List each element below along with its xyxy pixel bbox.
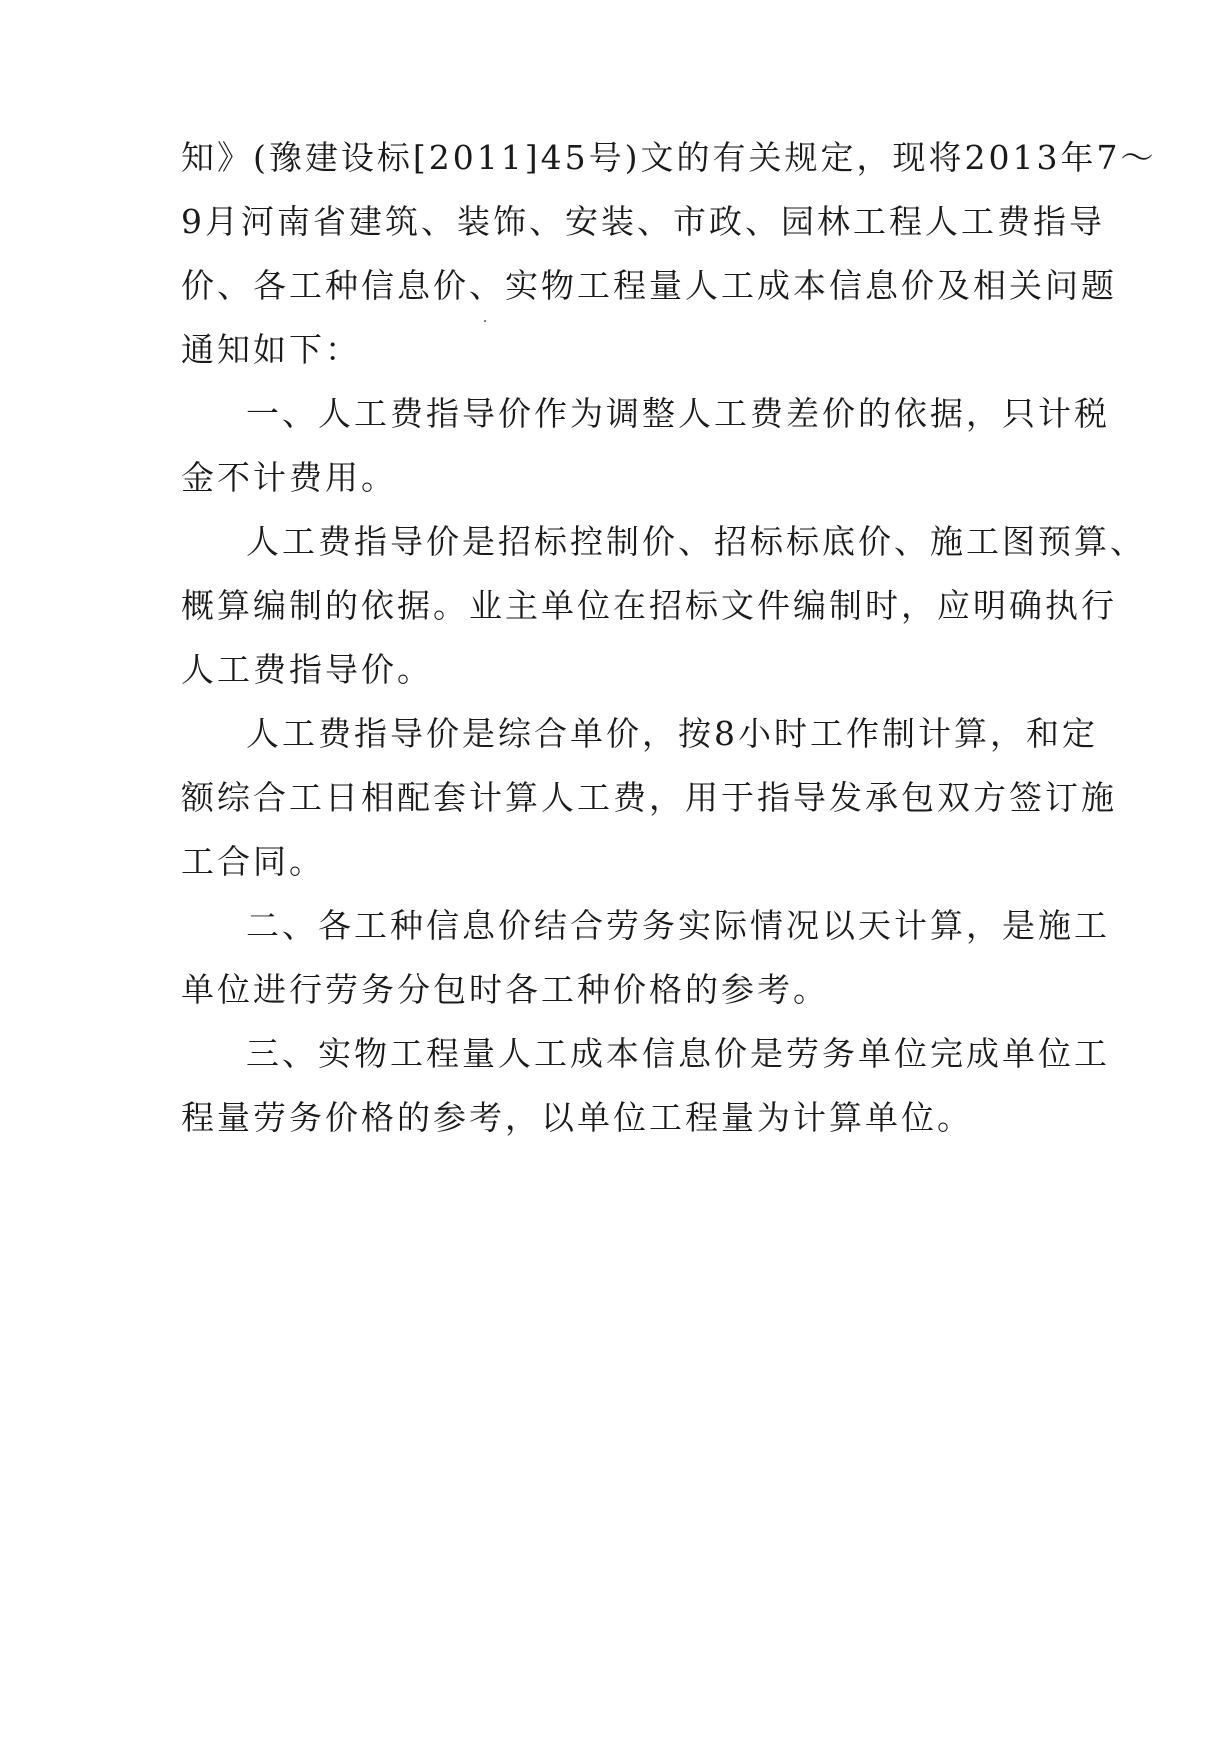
- text-line: 工合同。: [181, 842, 325, 881]
- text-line: 单位进行劳务分包时各工种价格的参考。: [181, 970, 829, 1009]
- paragraph-first-line: 三、实物工程量人工成本信息价是劳务单位完成单位工: [246, 1034, 1110, 1073]
- paragraph-first-line: 二、各工种信息价结合劳务实际情况以天计算，是施工: [246, 906, 1110, 945]
- text-line: 人工费指导价。: [181, 650, 433, 689]
- text-line: 金不计费用。: [181, 458, 397, 497]
- scan-speck: [484, 320, 486, 322]
- text-line: 额综合工日相配套计算人工费，用于指导发承包双方签订施: [181, 778, 1117, 817]
- text-line: 9月河南省建筑、装饰、安装、市政、园林工程人工费指导: [181, 202, 1105, 241]
- text-line: 程量劳务价格的参考，以单位工程量为计算单位。: [181, 1098, 973, 1137]
- text-line: 概算编制的依据。业主单位在招标文件编制时，应明确执行: [181, 586, 1117, 625]
- text-line: 价、各工种信息价、实物工程量人工成本信息价及相关问题: [181, 266, 1117, 305]
- paragraph-first-line: 一、人工费指导价作为调整人工费差价的依据，只计税: [246, 394, 1110, 433]
- paragraph-first-line: 人工费指导价是招标控制价、招标标底价、施工图预算、: [246, 522, 1146, 561]
- text-line: 知》(豫建设标[2011]45号)文的有关规定，现将2013年7～: [181, 138, 1157, 177]
- paragraph-first-line: 人工费指导价是综合单价，按8小时工作制计算，和定: [246, 714, 1098, 753]
- text-line: 通知如下：: [181, 330, 361, 369]
